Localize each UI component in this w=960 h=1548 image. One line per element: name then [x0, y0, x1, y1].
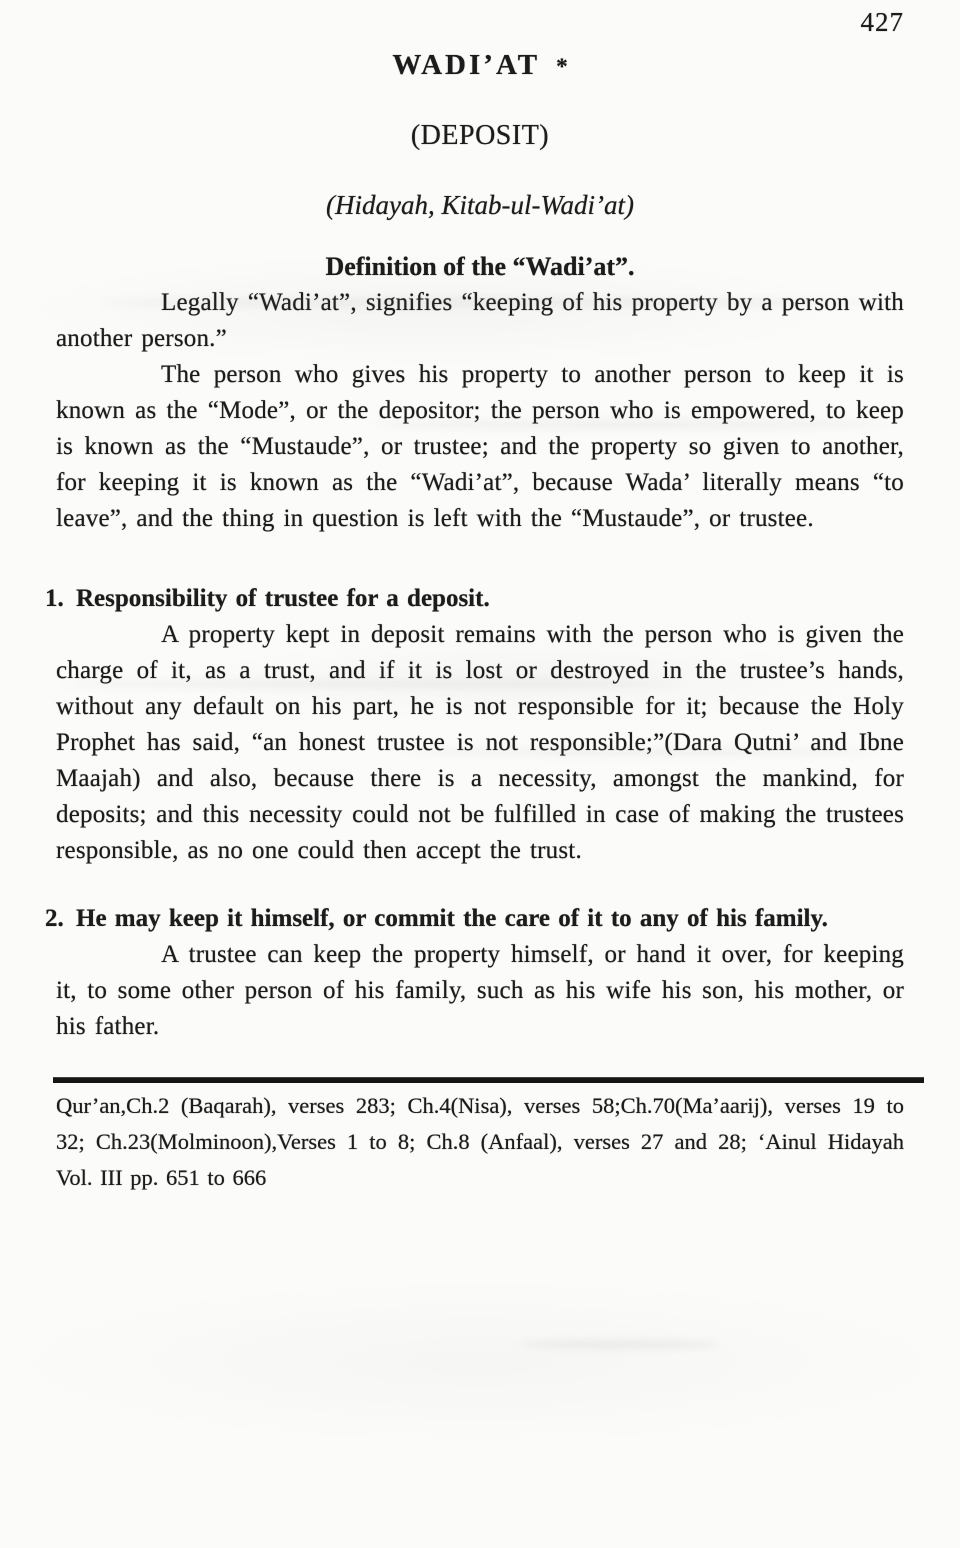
chapter-title-text: WADI’AT [392, 49, 541, 81]
footnote-asterisk-marker: * [556, 54, 568, 80]
section-1-heading-text: Responsibility of trustee for a deposit. [76, 585, 490, 612]
section-1-paragraph: A property kept in deposit remains with the person who is given the charge of it, as a trust, and if it is lost or destroyed in the trustee’s hands, without any default on his part, he is not responsible for it; because the Holy Prophet has said, “an honest trustee is not responsible;”(Dara Qutni’ and Ibne Maajah) and also, because there is a necessity, amongst the mankind, for deposits; and this necessity could not be fulfilled in case of making the trustees responsible, as no one could then accept the trust. [56, 621, 904, 864]
source-reference: (Hidayah, Kitab-ul-Wadi’at) [326, 190, 634, 220]
chapter-title [56, 48, 904, 84]
section-2-paragraph: A trustee can keep the property himself, or hand it over, for keeping it, to some other person of his family, such as his wife his son, his mother, or his father. [56, 941, 904, 1040]
intro-paragraph-1: Legally “Wadi’at”, signifies “keeping of his property by a person with another person.” [56, 289, 904, 352]
section-1-number: 1. [45, 585, 64, 612]
section-1-heading [45, 581, 904, 617]
scan-smudge-5 [520, 1340, 720, 1349]
section-2-heading [45, 901, 904, 937]
definition-heading: Definition of the “Wadi’at”. [325, 252, 635, 281]
intro-paragraph-2: The person who gives his property to another person to keep it is known as the “Mode”, or the depositor; the person who is empowered, to keep is known as the “Mustaude”, or trustee; and the property so given to another, for keeping it is known as the “Wadi’at”, because Wada’ literally means “to leave”, and the thing in question is left with the “Mustaude”, or trustee. [56, 361, 904, 532]
footnote-divider [53, 1077, 924, 1083]
section-2-heading-text: He may keep it himself, or commit the care of it to any of his family. [76, 905, 828, 932]
footnote-text: Qur’an,Ch.2 (Baqarah), verses 283; Ch.4(Nisa), verses 58;Ch.70(Ma’aarij), verses 19 to 32; Ch.23(Molminoon),Verses 1 to 8; Ch.8 (Anfaal), verses 27 and 28; ‘Ainul Hidayah Vol. III pp. 651 to 666 [56, 1093, 904, 1190]
section-2-number: 2. [45, 905, 64, 932]
page-number: 427 [860, 7, 904, 37]
chapter-subtitle: (DEPOSIT) [410, 120, 550, 151]
